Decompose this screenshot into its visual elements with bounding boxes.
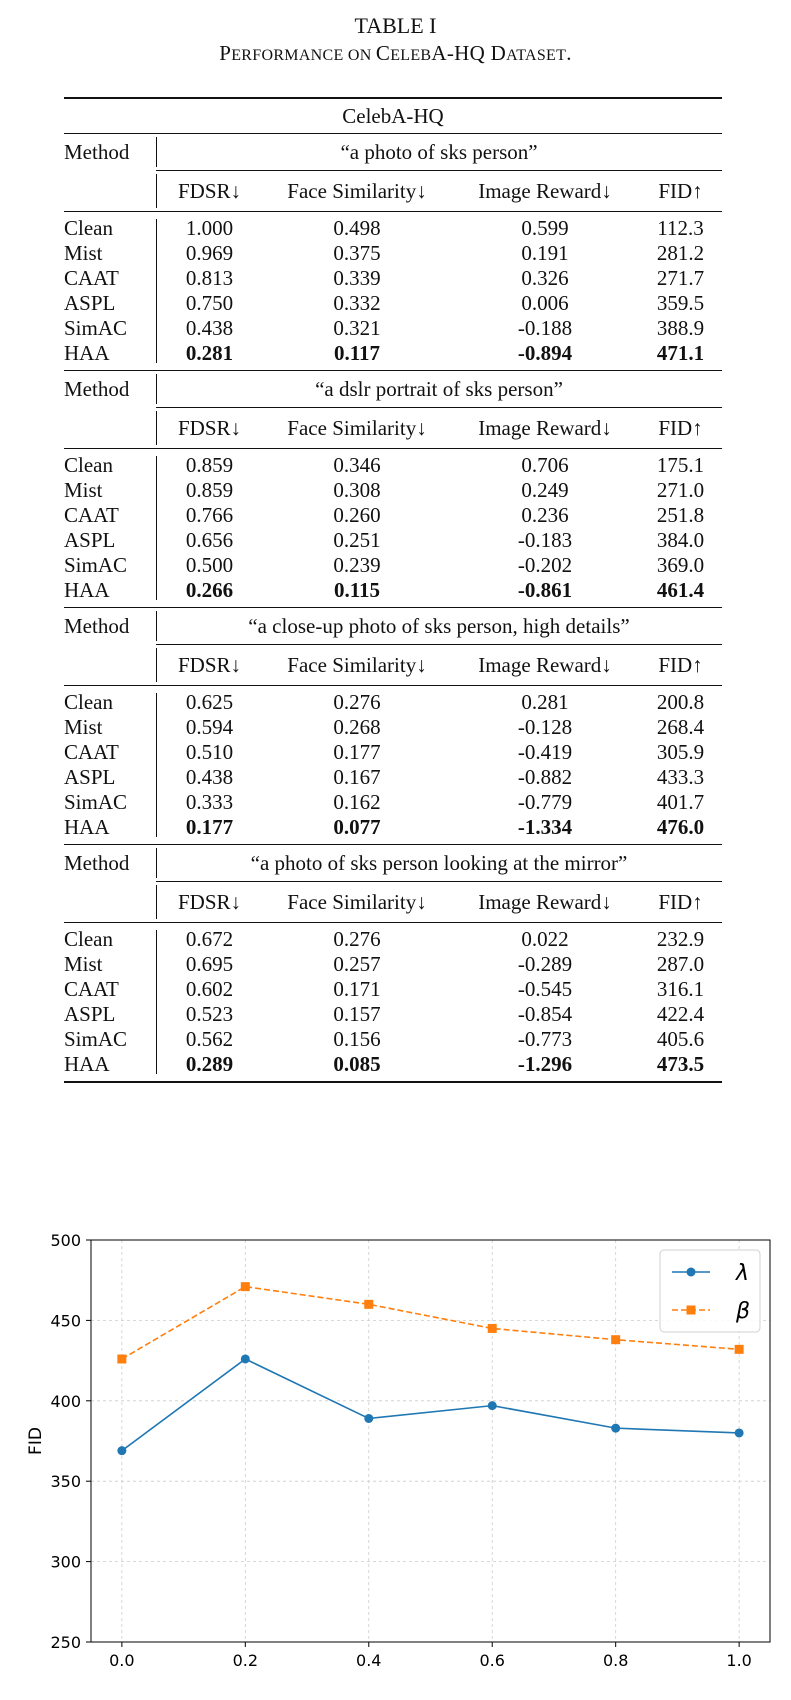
table-cell: 422.4 [656,1002,705,1026]
column-header: FDSR↓ [177,652,242,677]
table-cell: 0.281 [521,690,569,714]
data-point [117,1446,126,1455]
table-cell: 0.859 [185,478,234,502]
table-cell: 0.594 [185,715,234,739]
column-header: Image Reward↓ [478,652,612,677]
table-cell: 0.251 [333,528,381,552]
table-cell: 384.0 [656,528,705,552]
table-row [64,740,722,765]
table-cell: 0.115 [333,578,381,602]
column-header-row [64,645,722,685]
method-name: CAAT [64,977,119,1001]
table-cell: 0.177 [185,815,234,839]
table-cell: 0.167 [333,765,381,789]
method-name: ASPL [64,528,116,552]
y-tick-label: 400 [50,1391,81,1411]
dataset-name: CelebA-HQ [342,103,444,128]
title-part: ERFORMANCE ON [231,47,376,64]
table-cell: 0.326 [521,266,569,290]
column-divider [156,611,157,641]
column-divider [156,648,157,682]
prompt-header-row [64,608,722,644]
x-tick-label: 0.8 [602,1651,629,1670]
table-cell: -0.419 [517,740,573,764]
column-header: Image Reward↓ [478,415,612,440]
table-cell: 0.276 [333,690,381,714]
table-cell: 268.4 [656,715,705,739]
method-name: Clean [64,453,113,477]
table-cell: 0.239 [333,553,381,577]
table-cell: -0.779 [517,790,573,814]
column-header: FDSR↓ [177,415,242,440]
column-header: FID↑ [658,178,703,203]
data-point [611,1335,620,1344]
column-divider [156,374,157,404]
x-tick-label: 1.0 [726,1651,752,1670]
table-label: TABLE I [354,13,437,38]
prompt-header-row [64,371,722,407]
method-name: Mist [64,241,103,265]
title-part: ELEB [390,47,432,64]
table-cell: 316.1 [656,977,705,1001]
table-cell: 0.375 [333,241,381,265]
table-cell: 0.656 [185,528,234,552]
table-row [64,765,722,790]
table-caption [0,12,791,69]
table-rule [64,211,722,212]
prompt-label: “a photo of sks person looking at the mirror” [250,850,628,875]
table-cell: 473.5 [656,1052,705,1076]
column-header-row [64,408,722,448]
prompt-label: “a dslr portrait of sks person” [315,376,563,401]
method-header: Method [64,376,130,401]
table-cell: -0.773 [517,1027,573,1051]
column-header: Face Similarity↓ [287,889,427,914]
title-part: P [219,41,232,65]
method-header: Method [64,613,130,638]
table-cell: 0.249 [521,478,569,502]
table-cell: 0.281 [185,341,234,365]
table-row [64,528,722,553]
table-cell: 0.695 [185,952,234,976]
table-cell: 476.0 [656,815,705,839]
x-tick-label: 0.4 [356,1651,382,1670]
x-tick-label: 0.0 [109,1651,135,1670]
table-cell: 112.3 [657,216,704,240]
method-name: HAA [64,815,110,839]
table-row [64,503,722,528]
method-header: Method [64,139,130,164]
method-name: SimAC [64,316,128,340]
table-cell: 0.523 [185,1002,234,1026]
data-point [241,1354,250,1363]
table-cell: 0.022 [521,927,569,951]
table-cell: 0.339 [333,266,381,290]
table-cell: -0.289 [517,952,573,976]
table-cell: 0.438 [185,316,234,340]
method-name: SimAC [64,1027,128,1051]
table-row [64,578,722,603]
table-cell: 0.117 [333,341,381,365]
column-header: Face Similarity↓ [287,415,427,440]
table-row [64,977,722,1002]
series-line-1 [122,1287,739,1359]
table-rule [64,448,722,449]
method-name: ASPL [64,1002,116,1026]
table-cell: 271.0 [656,478,705,502]
title-part: A-HQ D [431,41,507,65]
table-cell: 0.500 [185,553,234,577]
table-cell: 0.308 [333,478,381,502]
table-cell: 0.438 [185,765,234,789]
table-rule [64,922,722,923]
y-axis-label: FID [26,1427,46,1455]
section-body [64,216,722,366]
table-row [64,341,722,366]
method-header: Method [64,850,130,875]
table-cell: 0.260 [333,503,381,527]
table-cell: 0.706 [521,453,569,477]
table-cell: 0.321 [333,316,381,340]
table-cell: 0.766 [185,503,234,527]
table-cell: 0.498 [333,216,381,240]
x-tick-label: 0.2 [232,1651,259,1670]
table-cell: 200.8 [656,690,705,714]
table-cell: 0.562 [185,1027,234,1051]
table-cell: 405.6 [656,1027,705,1051]
table-cell: 175.1 [656,453,705,477]
table-cell: 0.599 [521,216,569,240]
data-point [488,1401,497,1410]
table-cell: 0.257 [333,952,381,976]
column-header: FID↑ [658,415,703,440]
table-row [64,952,722,977]
column-divider [156,885,157,919]
column-header: FDSR↓ [177,889,242,914]
results-table [64,97,722,1083]
y-tick-label: 350 [50,1472,81,1492]
data-point [611,1424,620,1433]
title-part: ATASET [506,47,567,64]
column-header: Face Similarity↓ [287,652,427,677]
data-point [364,1414,373,1423]
y-tick-label: 300 [50,1552,81,1572]
series-line-0 [122,1359,739,1451]
table-cell: 0.276 [333,927,381,951]
column-header-row [64,882,722,922]
table-cell: 0.157 [333,1002,381,1026]
legend-marker [687,1268,696,1277]
table-cell: 0.162 [333,790,381,814]
table-cell: -0.894 [517,341,573,365]
column-divider [156,848,157,878]
table-row [64,216,722,241]
table-cell: -0.545 [517,977,573,1001]
table-cell: 0.672 [185,927,234,951]
method-name: ASPL [64,765,116,789]
table-cell: -1.296 [517,1052,573,1076]
table-cell: -0.183 [517,528,573,552]
table-cell: 433.3 [656,765,705,789]
table-row [64,478,722,503]
table-cell: 401.7 [656,790,705,814]
column-divider [156,137,157,167]
table-cell: 1.000 [185,216,234,240]
data-point [117,1354,126,1363]
table-cell: 0.191 [521,241,569,265]
method-name: Mist [64,715,103,739]
method-name: HAA [64,578,110,602]
data-point [488,1324,497,1333]
data-point [241,1282,250,1291]
prompt-header-row [64,845,722,881]
table-cell: 0.859 [185,453,234,477]
table-cell: 0.156 [333,1027,381,1051]
table-cell: 287.0 [656,952,705,976]
table-cell: -0.854 [517,1002,573,1026]
table-cell: -0.861 [517,578,573,602]
data-point [735,1345,744,1354]
method-name: HAA [64,1052,110,1076]
table-cell: -0.202 [517,553,573,577]
table-cell: 0.969 [185,241,234,265]
column-header: FID↑ [658,652,703,677]
data-point [735,1428,744,1437]
table-rule [64,685,722,686]
column-divider [156,411,157,445]
prompt-label: “a close-up photo of sks person, high details” [248,613,630,638]
legend-marker [687,1306,696,1315]
table-row [64,690,722,715]
table-row [64,815,722,840]
method-name: CAAT [64,740,119,764]
section-body [64,690,722,840]
table-cell: 0.177 [333,740,381,764]
table-cell: 251.8 [656,503,705,527]
table-cell: 0.602 [185,977,234,1001]
x-tick-label: 0.6 [479,1651,505,1670]
table-cell: -0.128 [517,715,573,739]
table-cell: 0.268 [333,715,381,739]
method-name: ASPL [64,291,116,315]
table-cell: 0.085 [333,1052,381,1076]
table-cell: 0.171 [333,977,381,1001]
table-cell: 471.1 [656,341,705,365]
column-header: Image Reward↓ [478,889,612,914]
table-row [64,927,722,952]
fid-line-chart [0,1225,791,1700]
table-row [64,715,722,740]
column-header: FID↑ [658,889,703,914]
method-name: CAAT [64,503,119,527]
table-row [64,453,722,478]
table-cell: 0.510 [185,740,234,764]
table-cell: 305.9 [656,740,705,764]
table-row [64,790,722,815]
table-cell: 0.813 [185,266,234,290]
table-cell: 369.0 [656,553,705,577]
method-name: Mist [64,952,103,976]
table-row [64,553,722,578]
title-part: C [375,41,391,65]
method-name: Mist [64,478,103,502]
column-header-row [64,171,722,211]
table-cell: 359.5 [656,291,705,315]
y-tick-label: 250 [50,1633,81,1652]
table-cell: 0.266 [185,578,234,602]
table-cell: 232.9 [656,927,705,951]
table-cell: 0.332 [333,291,381,315]
table-cell: 271.7 [656,266,705,290]
method-name: SimAC [64,553,128,577]
table-cell: 0.625 [185,690,234,714]
legend-label: β [736,1299,751,1324]
table-rule [64,1081,722,1083]
table-title [0,40,791,69]
legend-label: λ [736,1261,750,1286]
column-divider [156,174,157,208]
table-row [64,1027,722,1052]
column-header: FDSR↓ [177,178,242,203]
table-cell: 281.2 [656,241,705,265]
table-cell: 0.750 [185,291,234,315]
method-name: Clean [64,927,113,951]
table-cell: 0.236 [521,503,569,527]
section-body [64,927,722,1077]
section-body [64,453,722,603]
table-cell: 0.289 [185,1052,234,1076]
table-row [64,241,722,266]
data-point [364,1300,373,1309]
title-part: . [566,41,572,65]
table-cell: -0.188 [517,316,573,340]
table-cell: 0.346 [333,453,381,477]
column-header: Image Reward↓ [478,178,612,203]
table-cell: 388.9 [656,316,705,340]
method-name: SimAC [64,790,128,814]
table-cell: 0.006 [521,291,569,315]
prompt-header-row [64,134,722,170]
method-name: HAA [64,341,110,365]
prompt-label: “a photo of sks person” [340,139,538,164]
table-cell: 0.333 [185,790,234,814]
dataset-header-row [64,99,722,133]
table-row [64,316,722,341]
table-cell: -0.882 [517,765,573,789]
table-row [64,266,722,291]
column-header: Face Similarity↓ [287,178,427,203]
y-tick-label: 450 [50,1311,81,1331]
table-row [64,291,722,316]
table-cell: 0.077 [333,815,381,839]
table-row [64,1052,722,1077]
table-cell: -1.334 [517,815,573,839]
method-name: Clean [64,216,113,240]
y-tick-label: 500 [50,1231,81,1250]
method-name: CAAT [64,266,119,290]
table-cell: 461.4 [656,578,705,602]
method-name: Clean [64,690,113,714]
table-row [64,1002,722,1027]
